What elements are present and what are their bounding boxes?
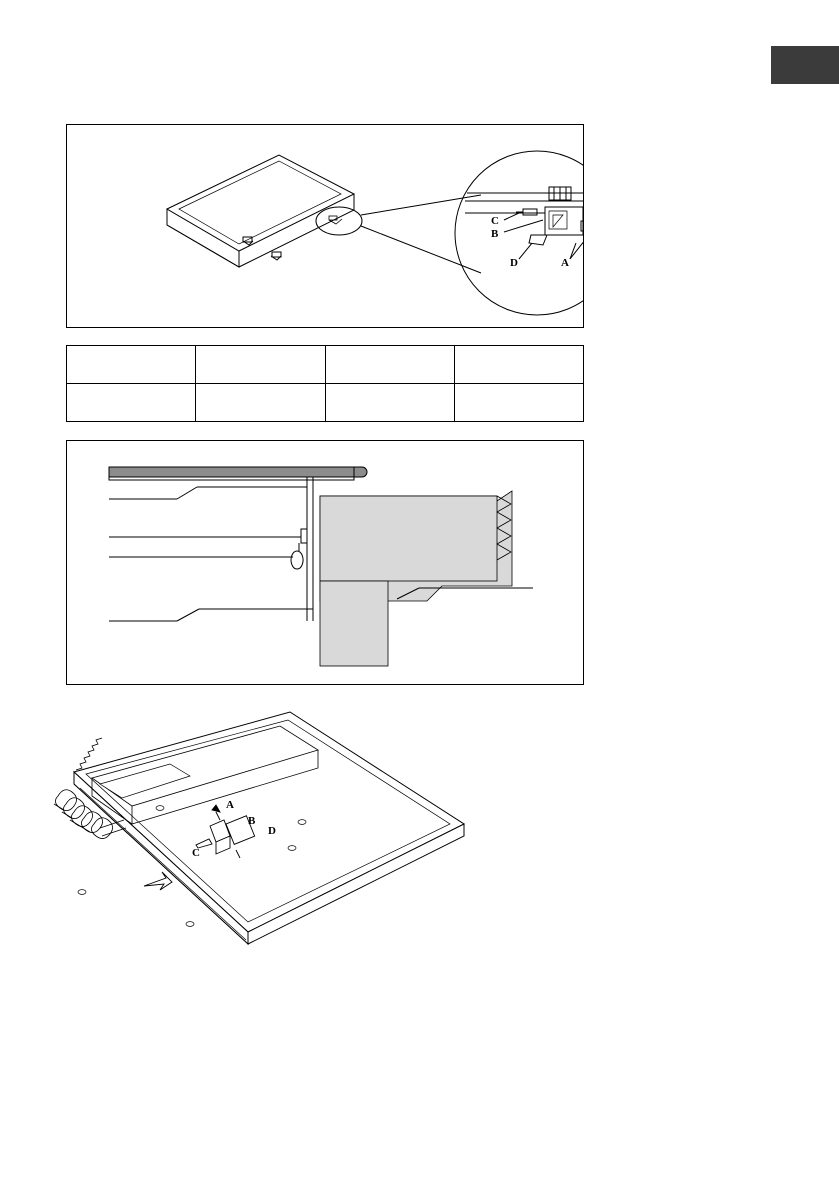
figure-worktop-cross-section [66, 440, 584, 685]
figure1-drawing [67, 125, 583, 327]
figure3-callout-d: D [268, 825, 276, 837]
figure1-callout-c: C [491, 215, 499, 227]
table-cell [325, 346, 454, 384]
figure3-drawing [40, 700, 500, 970]
table-cell [454, 346, 583, 384]
table-cell [196, 346, 325, 384]
page-corner-tab [771, 46, 839, 84]
table-cell [196, 384, 325, 422]
table-cell [325, 384, 454, 422]
figure-hob-underside-perspective [40, 700, 500, 970]
table-cell [454, 384, 583, 422]
table-cell [67, 384, 196, 422]
table-row [67, 346, 584, 384]
specification-table [66, 345, 584, 422]
table-cell [67, 346, 196, 384]
figure1-callout-d: D [510, 257, 518, 269]
figure3-callout-a: A [226, 799, 234, 811]
figure1-callout-b: B [491, 228, 499, 240]
figure2-drawing [67, 441, 583, 684]
figure-hob-underside-bracket-detail [66, 124, 584, 328]
figure3-callout-b: B [248, 815, 256, 827]
figure1-callout-a: A [561, 257, 569, 269]
figure3-callout-c: C [192, 847, 200, 859]
table-row [67, 384, 584, 422]
